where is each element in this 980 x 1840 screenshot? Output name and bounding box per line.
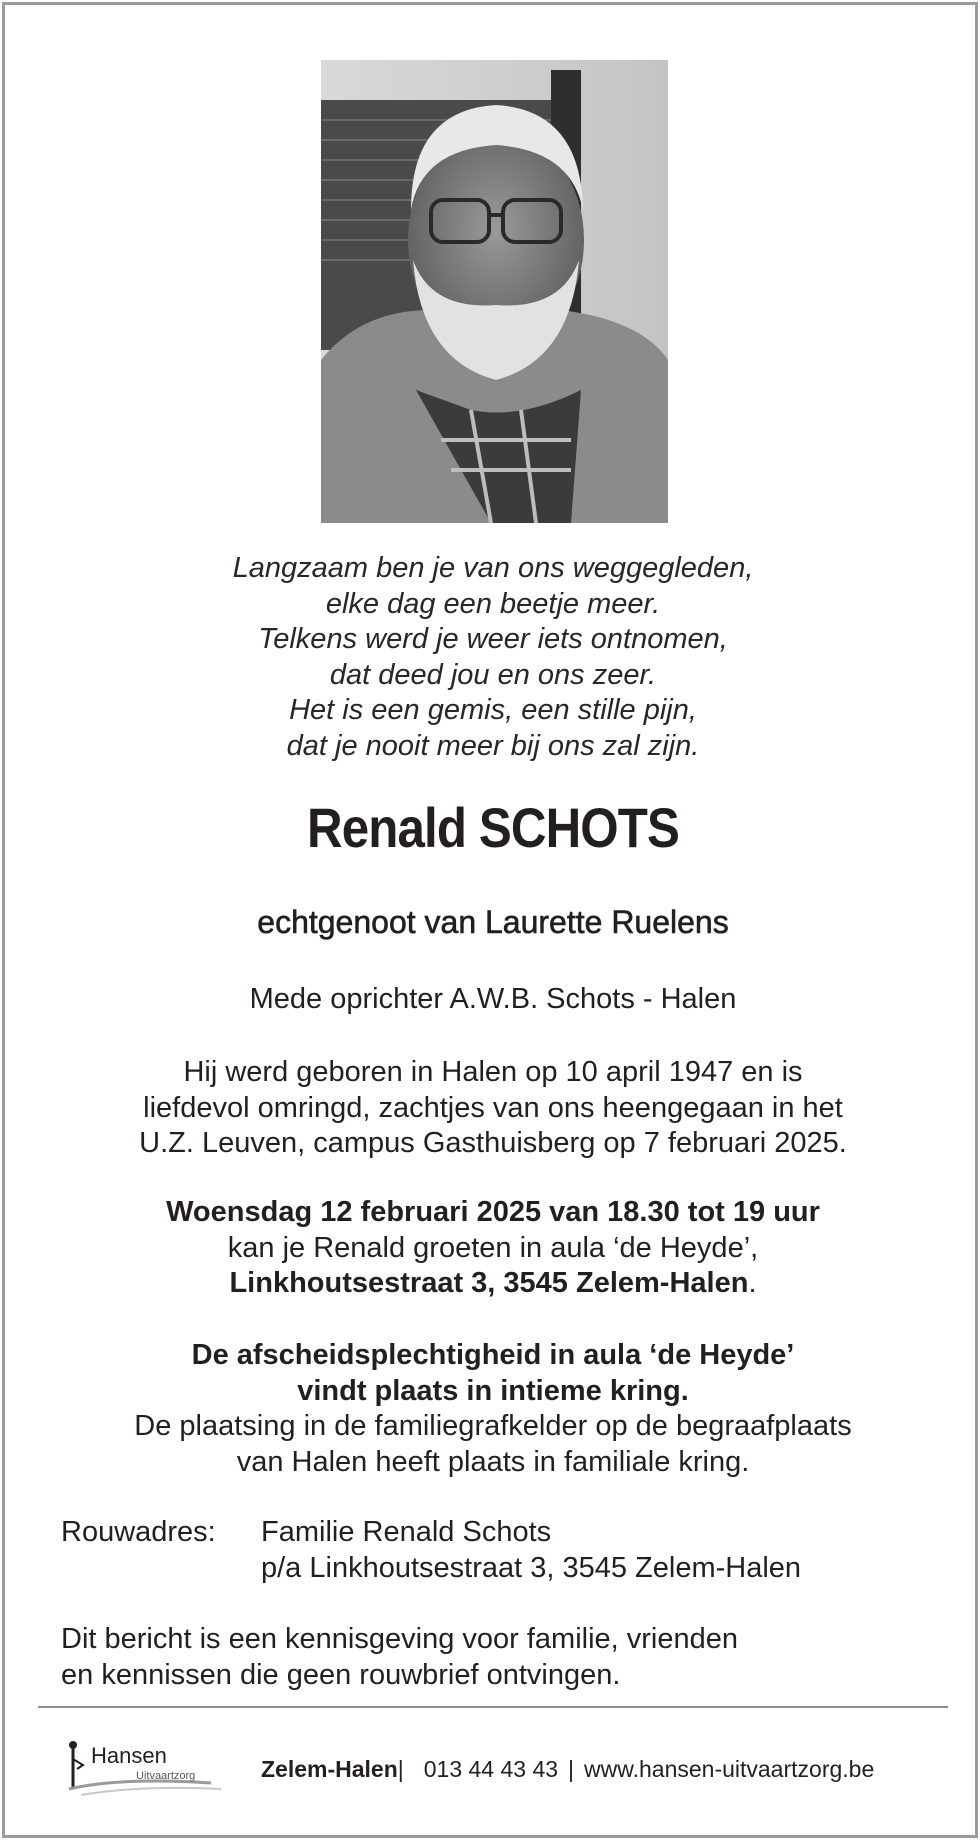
paragraph-line: U.Z. Leuven, campus Gasthuisberg op 7 februari 2025. xyxy=(139,1127,847,1159)
footer-city: Zelem-Halen xyxy=(261,1756,398,1782)
logo-subtitle: Uitvaartzorg xyxy=(136,1770,196,1782)
ceremony-line: De plaatsing in de familiegrafkelder op de begraafplaats xyxy=(134,1410,852,1442)
ceremony-paragraph xyxy=(5,1338,980,1480)
visitation-paragraph xyxy=(5,1195,980,1302)
poem xyxy=(5,551,980,764)
deceased-name: Renald SCHOTS xyxy=(307,796,679,859)
portrait-photo xyxy=(321,60,668,523)
role-line: Mede oprichter A.W.B. Schots - Halen xyxy=(249,983,737,1015)
paragraph-line: Hij werd geboren in Halen op 10 april 1947 en is xyxy=(183,1056,803,1088)
poem-line: elke dag een beetje meer. xyxy=(325,587,661,620)
notice-text xyxy=(61,1622,738,1693)
ceremony-line: vindt plaats in intieme kring. xyxy=(297,1374,689,1407)
birth-death-paragraph xyxy=(5,1055,980,1162)
paragraph-line: liefdevol omringd, zachtjes van ons heengegaan in het xyxy=(143,1091,843,1124)
spouse-line: echtgenoot van Laurette Ruelens xyxy=(257,904,729,940)
mourning-address-line: p/a Linkhoutsestraat 3, 3545 Zelem-Halen xyxy=(261,1551,802,1584)
obituary-card xyxy=(2,2,978,1838)
footer-website[interactable]: www.hansen-uitvaartzorg.be xyxy=(584,1756,875,1782)
ceremony-line: van Halen heeft plaats in familiale kring. xyxy=(236,1445,750,1478)
contact-line xyxy=(261,1756,874,1783)
visitation-text: kan je Renald groeten in aula ‘de Heyde’, xyxy=(227,1231,759,1264)
poem-line: Telkens werd je weer iets ontnomen, xyxy=(258,623,728,655)
divider xyxy=(38,1706,948,1708)
footer-phone[interactable]: 013 44 43 43 xyxy=(423,1756,559,1782)
logo-name: Hansen xyxy=(91,1743,167,1768)
mourning-address-line: Familie Renald Schots xyxy=(261,1516,552,1548)
funeral-home-logo xyxy=(61,1739,231,1799)
footer xyxy=(61,1739,941,1799)
poem-line: dat deed jou en ons zeer. xyxy=(329,658,657,691)
poem-line: Langzaam ben je van ons weggegleden, xyxy=(232,552,754,584)
visitation-punct: . xyxy=(748,1267,757,1299)
notice-line: Dit bericht is een kennisgeving voor familie, vrienden xyxy=(61,1623,739,1655)
footer-separator: | xyxy=(397,1756,404,1782)
notice-line: en kennissen die geen rouwbrief ontvingen. xyxy=(61,1658,621,1691)
poem-line: dat je nooit meer bij ons zal zijn. xyxy=(286,729,700,762)
footer-separator: | xyxy=(568,1756,575,1782)
poem-line: Het is een gemis, een stille pijn, xyxy=(289,694,697,726)
mourning-address-label: Rouwadres: xyxy=(61,1516,216,1548)
visitation-time: Woensdag 12 februari 2025 van 18.30 tot 19 uur xyxy=(166,1196,820,1228)
visitation-address: Linkhoutsestraat 3, 3545 Zelem-Halen xyxy=(229,1267,749,1299)
ceremony-line: De afscheidsplechtigheid in aula ‘de Heyde’ xyxy=(191,1339,795,1371)
